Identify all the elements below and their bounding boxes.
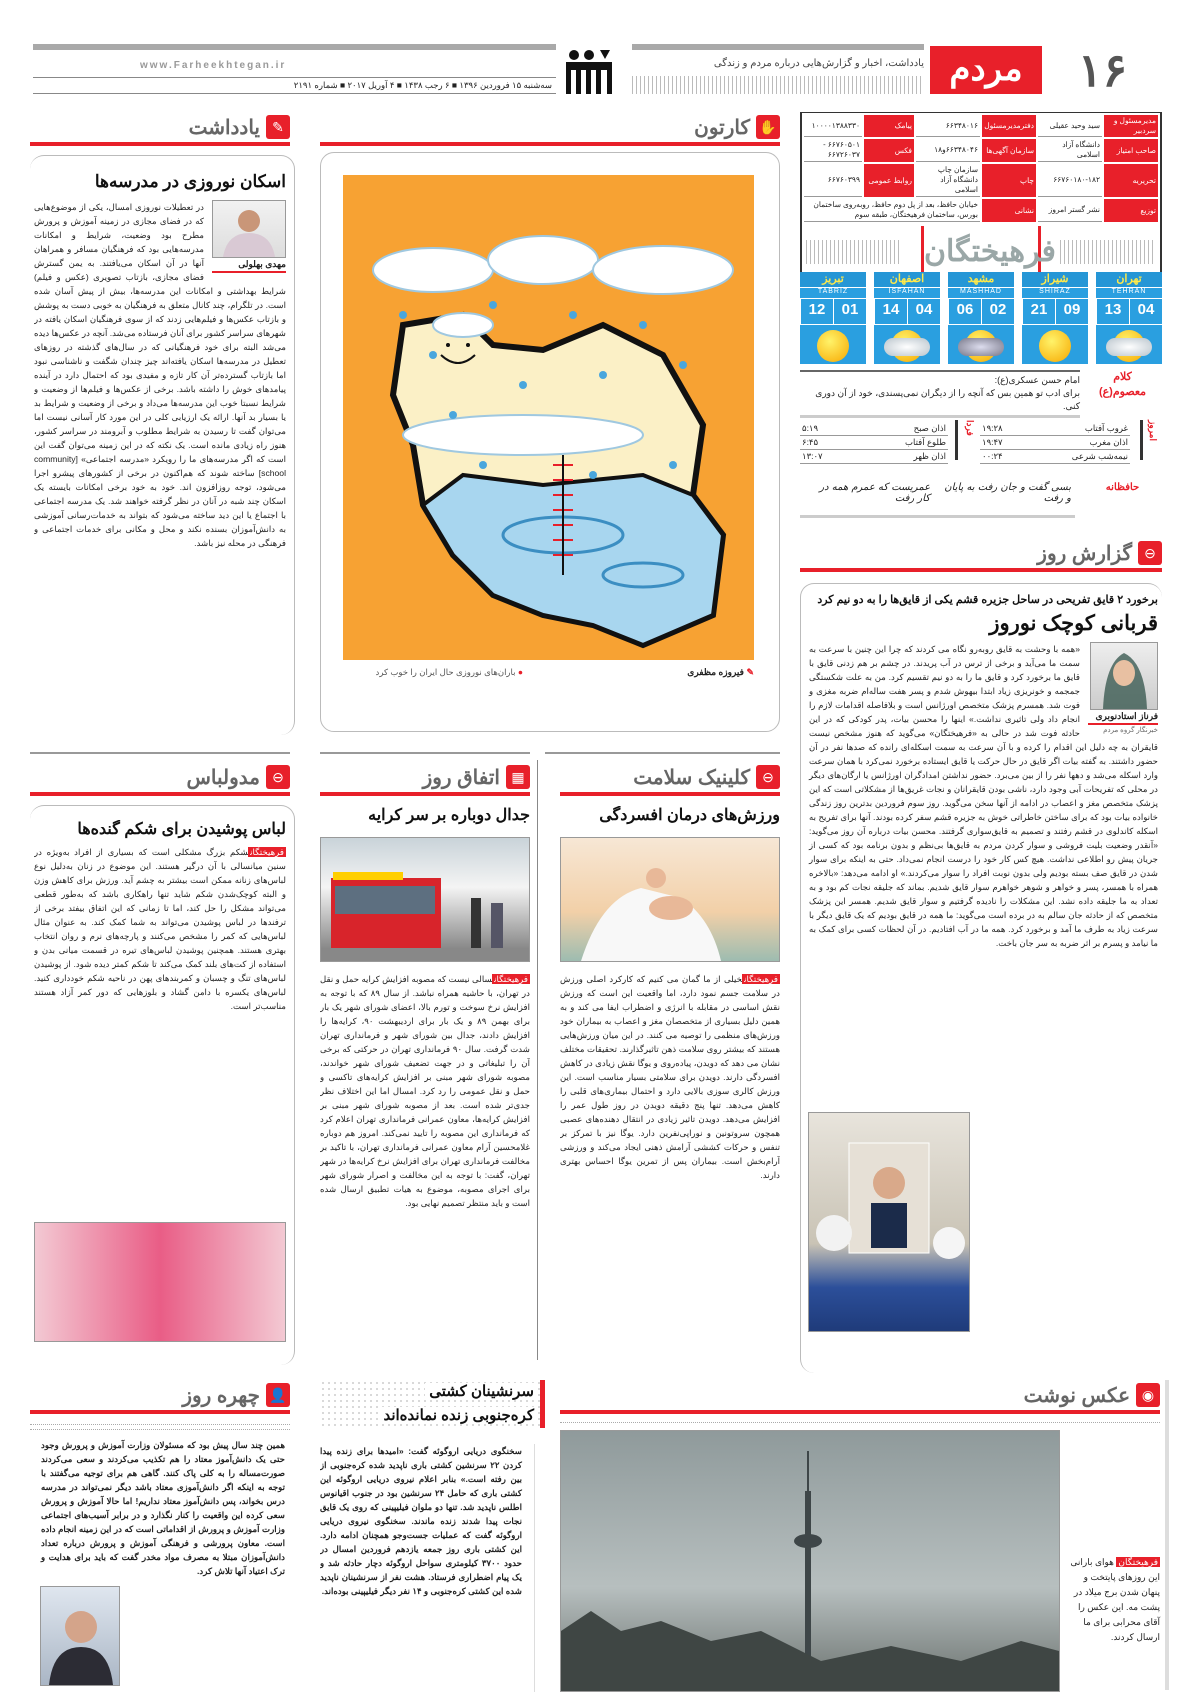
fashion-title: لباس پوشیدن برای شکم گنده‌ها [77, 821, 286, 838]
weather-card-mashhad [948, 272, 1014, 364]
clinic-article [560, 806, 780, 1366]
city-name-en: TEHRAN [1096, 288, 1162, 299]
korea-body: سخنگوی دریایی اروگوئه گفت: «امیدها برای زنده پیدا کردن ۲۲ سرنشین کشتی باری ناپدید شده کره‌جنوبی از بین رفته است.» بنابر اعلام نیروی دریایی اروگوئه این کشتی باری که حامل ۲۴ سرنشین بود در جنوب اقیانوس اطلس ناپدید شد. تنها دو ملوان فیلیپینی که روی یک قایق نجات پیدا شدند زنده ماندند. سخنگوی نیروی دریایی اروگوئه گفت که عملیات جست‌وجو همچنان ادامه دارد. این کشتی باری روز جمعه یازدهم فروردین امسال در حدود ۳۷۰۰ کیلومتری سواحل اروگوئه دچار حادثه شد و یک پیام اضطراری فرستاد. هشت نفر از سرنشینان ناپدید شده این کشتی کره‌جنوبی و ۱۴ نفر دیگر فیلیپینی بوده‌اند. [320, 1446, 522, 1596]
quote-text: برای ادب تو همین بس که آنچه را از دیگران نمی‌پسندی، خود از آن دوری کنی. [815, 388, 1080, 411]
body-text: «همه با وحشت به قایق روبه‌رو نگاه می کردند که چرا این چنین با سرعت به سمت ما می‌آید و برخی از ترس در آب پریدند. در چشم بر هم زدنی قایق با قایق ما برخورد کرد و قایق ما را به دو نیم تقسیم کرد. من به علت شکستگی جمجمه و خونریزی زیاد ابتدا بیهوش شدم و پسر هفت ساله‌ام ضربه مغزی و فوت شد. همسرم پزشک متخصص اورژانس است و بلافاصله اقدامات لازم را انجام داد ولی تاثیری نداشت.» اینها را محسن بیات، پدر کودکی که در این حادثه فوت شد در حالی به «فرهیختگان» می‌گوید که هنوز مشخص نیست قایقران به چه دلیل این اقدام را کرده و با آن سرعت به سمت اسکله‌ای رانده که صدها نفر در آن حضور داشتند. به گفته بیات اگر قایق در حال حرکت یا قایق ایستاده برخورد نمی‌کرد با همان سرعت وارد اسکله می‌شد و دهها نفر را از بین می‌برد. حضور نداشتن امدادگران اورژانس یا ارگان‌های دیگر در محلی که تفریحات آبی وجود دارد، ناشی بودن قایقرانان و نجات غریق‌ها از مشکلاتی است که این پزشک متخصص مغز و اعصاب در ادامه از آنها سخن می‌گوید. روز سوم فروردین بدترین روز زندگی خانواده بیات بود که برای ساختن خاطراتی خوش به جزیره قشم سفر کرده بودند. آنها برای تفریح به اسکله کاندلوی در قشم رفتند و تصمیم به قایق‌سواری گرفتند. محسن بیات درباره آن روز می‌گوید: «آنقدر وضعیت بلیت فروشی و سوار کردن مردم به قایق‌ها بی‌نظم و بدون برنامه بود که کسی از جریان پیش رو اطلاعی نداشت. هیچ کس کار خود را درست انجام نمی‌داد. حتی به اینکه برای سوار شدن در قایق صف بسته بودیم ولی بدون نوبت افراد را سوار می‌کردند.» او ادامه می‌دهد: «بالاخره همراه با همسر، پسر و خواهر و شوهر خواهرم سوار قایق شدیم. بماند که جلیقه نجات کم بود و به تعداد به ما جلیقه داده نشد. این مشکلات را نادیده گرفتیم و سوار قایق شدیم. همسر این پزشک متخصص که از حادثه جان سالم به در برده است می‌گوید: ما همه در قایق بودیم که یک قایق دیگر با سرعت زیاد به طرف ما آمد و برخورد کرد. همه ما در آب افتادیم. در آن لحظات کسی برای کمک به ما نیامد و پسرم بر اثر ضربه به سر جان باخت. [809, 644, 1158, 949]
info-label: توزیع [1104, 199, 1158, 222]
incident-article [320, 806, 530, 1366]
temp-low: 09 [1055, 299, 1088, 324]
temp-high: 14 [874, 299, 907, 324]
section-title: اتفاق روز [422, 766, 500, 789]
caption-text: باران‌های نوروزی حال ایران را خوب کرد [375, 667, 516, 677]
author-block [1088, 642, 1158, 736]
arrow-left-circle-icon: ⊖ [1138, 541, 1162, 565]
section-title: کلینیک سلامت [633, 766, 750, 789]
yoga-photo [560, 837, 780, 962]
info-value: دانشگاه آزاد اسلامی [1038, 139, 1102, 162]
hatch-decoration [632, 76, 924, 94]
camera-icon: ◉ [1136, 1383, 1160, 1407]
prayer-name: اذان صبح [852, 422, 948, 436]
hand-icon: ✋ [756, 115, 780, 139]
hafez-label: حافظانه [1105, 482, 1140, 493]
section-title: یادداشت [188, 116, 260, 139]
prayer-time: ۵:۱۹ [800, 422, 852, 436]
arrow-left-circle-icon: ⊖ [756, 765, 780, 789]
caption-text: هوای بارانی این روزهای پایتخت و پنهان شدن برج میلاد در پشت مه. این عکس را آقای محرابی برای ما ارسال کردند. [1070, 1557, 1160, 1642]
hafez-verse [800, 470, 1075, 518]
section-header-report [800, 538, 1162, 572]
prayer-name: اذان مغرب [1024, 436, 1130, 450]
info-value: ۶۶۷۶۰۱۸۰-۱۸۲ [1038, 164, 1102, 197]
temp-high: 06 [948, 299, 981, 324]
info-value: نشر گستر امروز [1038, 199, 1102, 222]
info-table [802, 113, 1160, 224]
section-title: مدولباس [186, 766, 260, 789]
pen-icon: ✎ [266, 115, 290, 139]
quote-author: امام حسن عسکری(ع): [994, 375, 1080, 385]
info-label: فکس [864, 139, 914, 162]
section-title: گزارش روز [1037, 542, 1132, 565]
city-name-en: SHIRAZ [1022, 288, 1088, 299]
info-label: صاحب امتیاز [1104, 139, 1158, 162]
source-tag: فرهیختگان [744, 974, 778, 985]
prayer-time: ۱۹:۲۸ [980, 422, 1024, 436]
info-value: ۶۶۳۴۸۰۴۶و۱۸ [916, 139, 980, 162]
face-photo [40, 1586, 120, 1686]
info-label: نشانی [982, 199, 1036, 222]
prayer-time: ۰۰:۲۴ [980, 450, 1024, 464]
author-name: مهدی بهلولی [212, 258, 286, 273]
info-label: دفترمدیرمسئول [982, 115, 1036, 137]
sun-icon [817, 330, 849, 362]
prayer-today-table [980, 422, 1130, 464]
info-value: خیابان حافظ، بعد از پل دوم حافظ، روبه‌روی ساختمان بورس، ساختمان فرهیختگان، طبقه سوم [804, 199, 980, 222]
dotted-rule [560, 1422, 1160, 1423]
city-name-en: MASHHAD [948, 288, 1014, 299]
divider [320, 752, 530, 754]
fashion-photo [34, 1222, 286, 1342]
info-value: سید وحید عقیلی [1038, 115, 1102, 137]
info-label: مدیرمسئول و سردبیر [1104, 115, 1158, 137]
kalam-label [1085, 370, 1160, 404]
temp-low: 04 [907, 299, 940, 324]
sun-icon [1039, 330, 1071, 362]
body-text: شکم بزرگ مشکلی است که بسیاری از افراد به‌ویژه در سنین میانسالی با آن درگیر هستند. این موضوع در زنان به‌دلیل نوع لباس‌های زنانه ممکن است بیشتر به چشم آید. ورزش برای کاهش وزن و البته کوچک‌شدن شکم شاید تنها راهکاری باشد که به‌طور قطعی می‌تواند مشکل را حل کند، اما تا زمانی که این اتفاق بیفتد برخی از ترفندها در لباس پوشیدن می‌تواند به شما کمک کند. به عنوان مثال لباس‌هایی که کمر را مشخص می‌کنند و پارچه‌های نرم و روان انتخاب بهتری هستند. همچنین پوشیدن لباس‌های تیره در قسمت میانی بدن و استفاده از کت‌های بلند کمک می‌کند تا شکم کمتر دیده شود. از پوشیدن لباس‌های تنگ و چسبان و کمربندهای پهن در ناحیه شکم خودداری کنید. لباس‌های یکسره با دامن گشاد و بلوزهایی که دور کمر آزاد هستند مناسب‌تر است. [34, 847, 286, 1012]
website-url[interactable]: www.Farheekhtegan.ir [140, 60, 287, 71]
column-divider [537, 760, 538, 1360]
body-text: در تعطیلات نوروزی امسال، یکی از موضوع‌هایی که در فضای مجازی در زمینه آموزش و پرورش مطرح بود وضعیت، شرایط و امکانات مدرسه‌هایی بود که فرهنگیان مسافر و همراهان آنها در آن اسکان می‌یافتند. به یمن گسترش فضای مجازی، بازتاب تصویری (عکس و فیلم) شرایط بهداشتی و امکانات این مدرسه‌ها، بیش از پیش آسان شده است. در تلگرام، چند کانال متعلق به فرهنگیان به خوبی دست به پوشش و بازتاب عکس‌ها و فیلم‌هایی زدند که از سوی فرهنگیان اسکان یافته در شهرهای سراسر کشور برای آنان فرستاده می‌شد. آنچه در عکس‌ها دیده می‌شد البته برای خود فرهنگیانی که در سال‌های گذشته در روزهای تعطیل در مدرسه‌ها اسکان یافته‌اند چیز چندان شگفت و ناشناسی نبود اما بازتاب گسترده‌تر آن کار تازه و مفیدی بود که احتمال دارد در آینده پیامدهای خوش را داشته باشد. برخی از عکس‌ها و فیلم‌ها از وضعیت و شرایط نسبتا خوب این مدرسه‌ها می‌داد و برخی از وضعیت و شرایط بد یا بسیار بد آنها. ارائه یک ارزیابی کلی در این مورد کار آسانی نیست اما می‌توان گفت تا رسیدن به شرایط مطلوب و آبرومند در سراسر کشور، هنوز راه زیادی مانده است. یک نکته که در این زمینه می‌توان گفت این است که اگر مدرسه‌های ما را رویکرد «مدرسه اجتماعی» [community school] ساخته شوند که هم‌اکنون در برخی از کشورهای پیشرو اجرا می‌شود، توجه روزافزون اند. خود به خود برخی امکانات بایسته یک اسکان چند شبه در آنان در نظر گرفته خواهند شد. یک مدرسه اجتماعی با اجتماع یا این دید ساخته می‌شود که بتواند به خدمات‌رسانی آموزشی به دانش‌آموزان بسنده نکند و محل و مکانی برای خدمات اجتماعی و فرهنگی در محله نیز باشد. [34, 202, 286, 549]
source-tag: فرهیختگان [1118, 1557, 1158, 1567]
weather-strip [800, 272, 1162, 364]
kalam-label-1: کلام [1113, 371, 1132, 383]
info-label: چاپ [982, 164, 1036, 197]
body-text: خیلی از ما گمان می کنیم که کارکرد اصلی ورزش در سلامت جسم نمود دارد، اما واقعیت این است که ورزش نقش اساسی در مقابله با انرژی و اضطراب ایفا می کند و به همین دلیل بسیاری از متخصصان مغز و اعصاب به بیماران خود ورزش‌های منظمی را توصیه می کنند. در این میان ورزش‌هایی هستند که بیشتر روی سلامت ذهن تاثیرگذارند. تحقیقات مختلف نشان می دهد که دویدن، پیاده‌روی و یوگا نقش زیادی در کاهش افسردگی دارند. دویدن برای سلامتی بسیار مناسب است. این ورزش کالری سوزی بالایی دارد و احتمال بیماری‌های قلبی را کاهش می‌دهد. تنها پنج دقیقه دویدن در روز طول عمر را افزایش می‌دهد. دویدن تاثیر زیادی در انتقال دهنده‌های عصبی همچون سروتونین و نوراپی‌نفرین دارد. یوگا نیز با تمرکز بر تنفس و حرکات کششی آرامش ذهنی ایجاد می‌کند و ورزشی آرام‌بخش است. بیماران پس از تمرین یوگا احساس بهتری دارند. [560, 974, 780, 1181]
verse-1: بسی گفت و جان رفت به پایان و رفت [944, 481, 1071, 504]
report-body [808, 642, 1158, 1332]
section-header-face [30, 1380, 290, 1414]
info-label: تحریریه [1104, 164, 1158, 197]
weather-card-isfahan [874, 272, 940, 364]
info-label: روابط عمومی [864, 164, 914, 197]
city-name-en: ISFAHAN [874, 288, 940, 299]
cloud-icon [1106, 338, 1152, 356]
city-name: تهران [1096, 272, 1162, 288]
author-photo [212, 200, 286, 258]
prayer-name: اذان ظهر [852, 450, 948, 464]
kalam-label-2: معصوم(ع) [1098, 386, 1147, 398]
temp-high: 21 [1022, 299, 1055, 324]
page-number: ۱۶ [1077, 44, 1128, 96]
note-article [34, 172, 286, 727]
info-label: سازمان آگهی‌ها [982, 139, 1036, 162]
edge-bar [1165, 1380, 1169, 1690]
header-rule [33, 44, 556, 50]
info-box [800, 112, 1162, 280]
section-header-note [30, 112, 290, 146]
prayer-name: غروب آفتاب [1024, 422, 1130, 436]
divider [545, 752, 780, 754]
memorial-photo [808, 1112, 970, 1332]
report-title: قربانی کوچک نوروز [989, 612, 1158, 636]
city-name: تبریز [800, 272, 866, 288]
author-name: فرناز استادنوبری [1088, 710, 1158, 725]
korea-title-2: کره‌جنوبی زنده نمانده‌اند [379, 1407, 534, 1424]
prayer-name: نیمه‌شب شرعی [1024, 450, 1130, 464]
section-header-clinic [560, 762, 780, 796]
author-photo [1090, 642, 1158, 710]
info-label: پیامک [864, 115, 914, 137]
photo-caption [1068, 1555, 1160, 1645]
hatch-decoration [1060, 240, 1156, 264]
today-label: امروز [1140, 420, 1158, 460]
face-body [40, 1438, 285, 1686]
info-value: سازمان چاپ دانشگاه آزاد اسلامی [916, 164, 980, 197]
tomorrow-label: فردا [955, 420, 975, 460]
temp-high: 13 [1096, 299, 1129, 324]
clinic-title: ورزش‌های درمان افسردگی [599, 807, 780, 824]
cloud-icon [884, 338, 930, 356]
source-tag: فرهیختگان [250, 847, 284, 858]
body-text: سالی نیست که مصوبه افزایش کرایه حمل و نقل در تهران، با حاشیه همراه نباشد. از سال ۸۹ که با توجه به افزایش نرخ سوخت و تورم بالا، اعضای شورای شهر یک بار برای بهمن ۸۹ و یک بار برای اردیبهشت ۹۰، کرایه‌ها را افزایش دادند، جدال بین شورای شهر و فرمانداری تهران شدت گرفت. سال ۹۰ فرمانداری تهران در حرکتی که برخی آن را تبلیغاتی و در جهت تضعیف شورای شهر خواندند، مصوبه شورای شهر مبنی بر افزایش کرایه‌های تاکسی و حمل و نقل عمومی را رد کرد. امسال اما این اختلاف نظر جدی‌تر شده است. بعد از مصوبه شورای شهر مبنی بر افزایش کرایه‌ها، معاون عمرانی فرمانداری تهران اعلام کرد که فرمانداری این مصوبه را تایید نمی‌کند. امروز هم دوباره غلامحسین آرام معاون عمرانی فرمانداری تهران، با تاکید بر مخالفت فرمانداری تهران برای افزایش نرخ کرایه‌ها در شهر تهران، گفت: با توجه به این مخالفت و اصرار شورای شهر برای اجرای مصوبه، موضوع به هیات تطبیق ارسال شده است و باید منتظر تصمیم نهایی بود. [320, 974, 530, 1209]
temp-high: 12 [800, 299, 833, 324]
dotted-rule [30, 1424, 290, 1430]
header-slogan: یادداشت، اخبار و گزارش‌هایی درباره مردم و زندگی [713, 58, 924, 69]
report-article [808, 594, 1158, 1366]
temp-low: 01 [833, 299, 866, 324]
city-name-en: TABRIZ [800, 288, 866, 299]
header-rule [632, 44, 924, 50]
prayer-tomorrow-table [800, 422, 948, 464]
section-title: عکس نوشت [1023, 1384, 1130, 1407]
bullet-icon: ● [515, 667, 523, 677]
person-icon: 👤 [266, 1383, 290, 1407]
fashion-article [34, 820, 286, 1215]
newspaper-logo-icon [560, 46, 620, 94]
temp-low: 04 [1129, 299, 1162, 324]
incident-title: جدال دوباره بر سر کرایه [368, 807, 530, 824]
source-tag: فرهیختگان [494, 974, 528, 985]
date-line: سه‌شنبه ۱۵ فروردین ۱۳۹۶ ■ ۶ رجب ۱۴۳۸ ■ ۴ آوریل ۲۰۱۷ ■ شماره ۲۱۹۱ [33, 77, 556, 94]
author-block [212, 200, 286, 273]
fashion-body [34, 845, 286, 1013]
weather-card-tehran [1096, 272, 1162, 364]
info-value: ۱۰۰۰۰۱۳۸۸۳۳۰ [804, 115, 862, 137]
note-body [34, 200, 286, 550]
body-text: همین چند سال پیش بود که مسئولان وزارت آموزش و پرورش وجود حتی یک دانش‌آموز معتاد را هم تکذیب می‌کردند و سعی می‌کردند صورت‌مساله را به کلی پاک کنند. گاهی هم برای توجیه می‌گفتند با توجه به اینکه اگر دانش‌آموزی معتاد باشد دیگر نمی‌تواند در مدرسه درس بخواند، پس دانش‌آموز معتاد نداریم! اما حالا آموزش و پرورش سعی کرده این واقعیت را کنار نگذارد و در برابر آسیب‌های اجتماعی وزارت آموزش و پرورش از اقداماتی است که در این زمینه انجام داده است. معاون پرورشی و فرهنگی آموزش و پرورش درباره تعداد دانش‌آموزان مبتلا به مصرف مواد مخدر گفت که باید برای هدایت و ترک اعتیاد آنها تلاش کرد. [41, 1440, 285, 1576]
prayer-name: طلوع آفتاب [852, 436, 948, 450]
city-name: مشهد [948, 272, 1014, 288]
korea-title-block [320, 1380, 545, 1428]
cloud-icon [958, 338, 1004, 356]
weather-card-tabriz [800, 272, 866, 364]
prayer-time: ۶:۴۵ [800, 436, 852, 450]
section-logo: مردم [930, 46, 1042, 94]
section-header-incident [320, 762, 530, 796]
farhikhtegan-logo: فرهیختگان [921, 226, 1041, 278]
clinic-body [560, 972, 780, 1182]
artist-name: فیروزه مظفری [687, 667, 744, 677]
kalam-quote [800, 370, 1080, 418]
section-title: چهره روز [182, 1384, 260, 1407]
section-header-fashion [30, 762, 290, 796]
prayer-time: ۱۹:۴۷ [980, 436, 1024, 450]
incident-body [320, 972, 530, 1210]
temp-low: 02 [981, 299, 1014, 324]
korea-title-line [320, 1404, 534, 1428]
korea-title-line [320, 1380, 534, 1404]
milad-tower-photo [560, 1430, 1060, 1692]
section-title: کارتون [694, 116, 750, 139]
calendar-icon: ▦ [506, 765, 530, 789]
face-article [40, 1438, 285, 1693]
cartoon-artist [640, 667, 754, 678]
section-header-photo-note [560, 1380, 1160, 1414]
city-name: اصفهان [874, 272, 940, 288]
city-name: شیراز [1022, 272, 1088, 288]
korea-article [320, 1444, 535, 1692]
info-value: ۶۶۳۴۸۰۱۶ [916, 115, 980, 137]
report-kicker: برخورد ۲ قایق تفریحی در ساحل جزیره قشم یکی از قایق‌ها را به دو نیم کرد [817, 594, 1158, 606]
note-title: اسکان نوروزی در مدرسه‌ها [94, 172, 286, 191]
korea-title-1: سرنشینان کشتی [425, 1383, 534, 1400]
arrow-left-circle-icon: ⊖ [266, 765, 290, 789]
author-role: خبرنگار گروه مردم [1103, 727, 1158, 735]
info-value: ۶۶۷۶۰۳۹۹ [804, 164, 862, 197]
divider [30, 752, 290, 754]
info-value: ۶۶۷۶۰۵۰۱ - ۶۶۷۲۶۰۳۷ [804, 139, 862, 162]
cartoon-caption [343, 667, 523, 678]
pen-icon: ✎ [743, 667, 754, 677]
hatch-decoration [806, 240, 902, 264]
verse-2: عمریست که عمرم همه در کار رفت [819, 481, 931, 504]
prayer-time: ۱۳:۰۷ [800, 450, 852, 464]
weather-card-shiraz [1022, 272, 1088, 364]
section-header-cartoon [320, 112, 780, 146]
cartoon-image [343, 175, 754, 660]
bus-photo [320, 837, 530, 962]
